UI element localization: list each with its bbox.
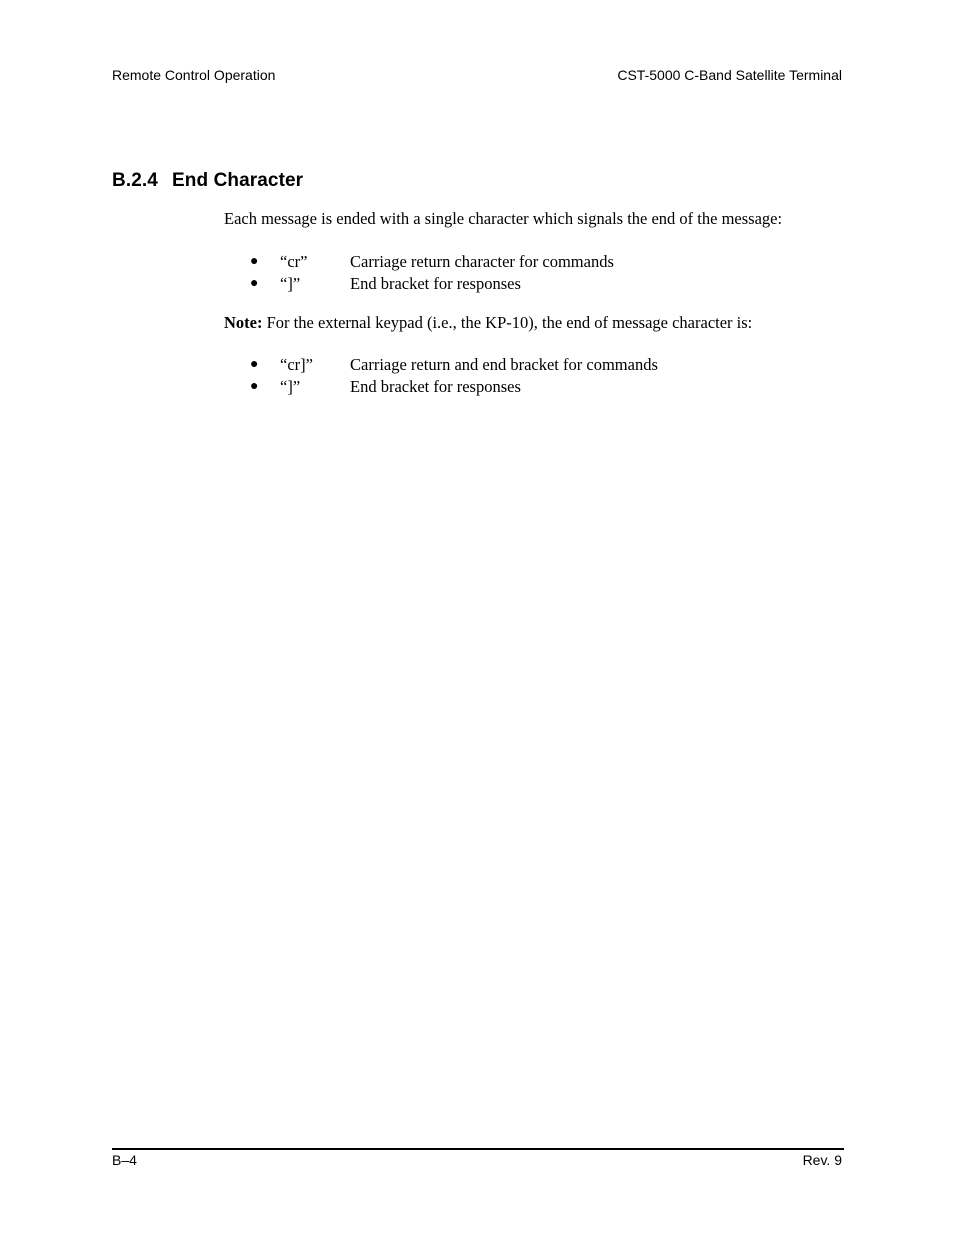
bullet-icon: ● [250, 357, 259, 372]
end-character-code: “]” [280, 377, 301, 396]
page-number: B–4 [112, 1152, 137, 1168]
running-header [112, 67, 842, 85]
end-character-description: End bracket for responses [350, 377, 521, 396]
section-title: End Character [172, 170, 304, 191]
end-character-description: Carriage return character for commands [350, 252, 614, 271]
section-heading [112, 170, 303, 192]
end-character-code: “cr” [280, 252, 308, 271]
running-footer [112, 1152, 842, 1170]
end-character-description: Carriage return and end bracket for commands [350, 355, 658, 374]
footer-divider [112, 1148, 844, 1150]
intro-paragraph: Each message is ended with a single character which signals the end of the message: [224, 209, 783, 228]
note-text: For the external keypad (i.e., the KP-10), the end of message character is: [266, 313, 753, 332]
bullet-icon: ● [250, 379, 259, 394]
header-chapter-title: Remote Control Operation [112, 67, 276, 83]
bullet-icon: ● [250, 276, 259, 291]
bullet-icon: ● [250, 254, 259, 269]
end-character-description: End bracket for responses [350, 274, 521, 293]
note-label: Note: [224, 313, 263, 332]
end-character-code: “cr]” [280, 355, 313, 374]
end-character-code: “]” [280, 274, 301, 293]
header-document-title: CST-5000 C-Band Satellite Terminal [617, 67, 842, 83]
note-paragraph [224, 312, 752, 334]
section-number: B.2.4 [112, 170, 158, 191]
revision-label: Rev. 9 [802, 1152, 842, 1168]
